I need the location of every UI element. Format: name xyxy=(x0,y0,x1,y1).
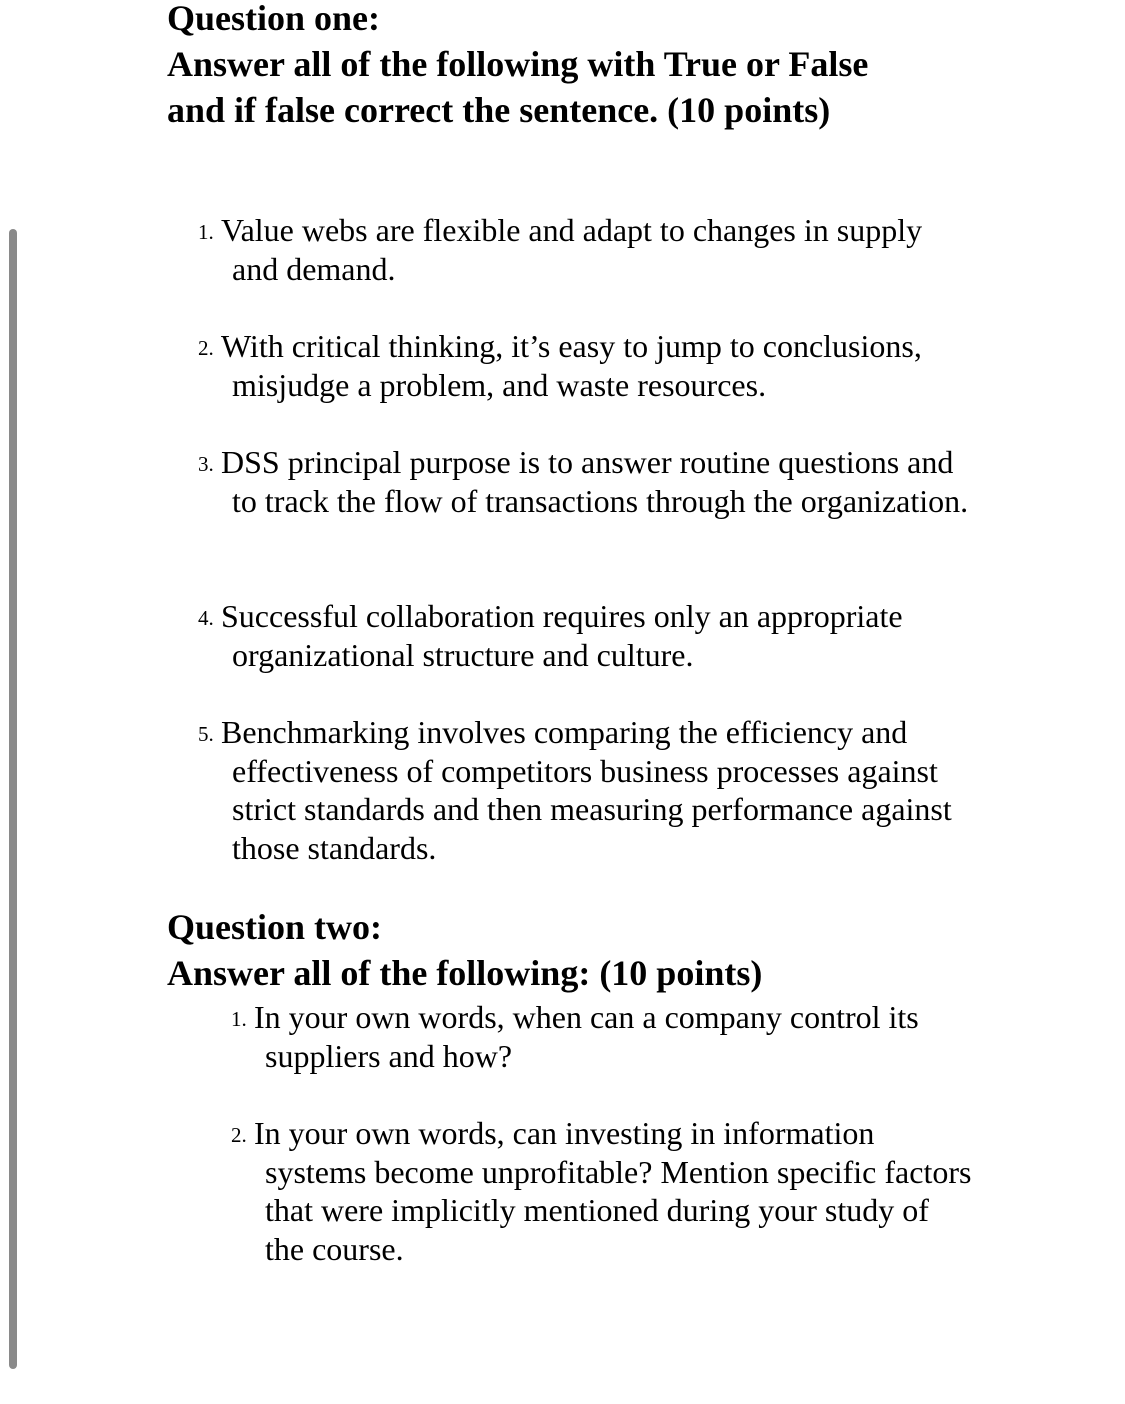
item-text: Benchmarking involves comparing the efficiency and effectiveness of competitors business processes against strict standards and then measuring performance against those standards. xyxy=(221,714,952,866)
item-number: 2. xyxy=(231,1123,247,1147)
list-item xyxy=(198,713,971,867)
question-one-heading xyxy=(167,0,868,133)
question-one-instruction-line2: and if false correct the sentence. (10 points) xyxy=(167,90,831,130)
question-two-title: Question two: xyxy=(167,907,382,947)
question-one-title: Question one: xyxy=(167,0,381,38)
list-item xyxy=(231,1114,974,1268)
item-number: 5. xyxy=(198,722,214,746)
item-number: 2. xyxy=(198,336,214,360)
item-number: 4. xyxy=(198,606,214,630)
list-item xyxy=(198,443,971,520)
item-number: 3. xyxy=(198,452,214,476)
question-one-instruction-line1: Answer all of the following with True or False xyxy=(167,44,869,84)
question-two-heading xyxy=(167,904,762,996)
item-text: In your own words, when can a company control its suppliers and how? xyxy=(254,999,919,1074)
item-text: Value webs are flexible and adapt to changes in supply and demand. xyxy=(221,212,923,287)
list-item xyxy=(198,327,971,404)
item-text: Successful collaboration requires only an appropriate organizational structure and culture. xyxy=(221,598,903,673)
list-item xyxy=(231,998,974,1075)
item-text: DSS principal purpose is to answer routine questions and to track the flow of transactions through the organization. xyxy=(221,444,969,519)
item-text: In your own words, can investing in information systems become unprofitable? Mention specific factors that were implicitly mentioned during your study of the course. xyxy=(254,1115,972,1267)
item-number: 1. xyxy=(198,220,214,244)
item-text: With critical thinking, it’s easy to jump to conclusions, misjudge a problem, and waste resources. xyxy=(221,328,922,403)
list-item xyxy=(198,597,971,674)
item-number: 1. xyxy=(231,1007,247,1031)
question-two-instruction: Answer all of the following: (10 points) xyxy=(167,953,763,993)
scrollbar[interactable] xyxy=(9,229,17,1369)
list-item xyxy=(198,211,971,288)
